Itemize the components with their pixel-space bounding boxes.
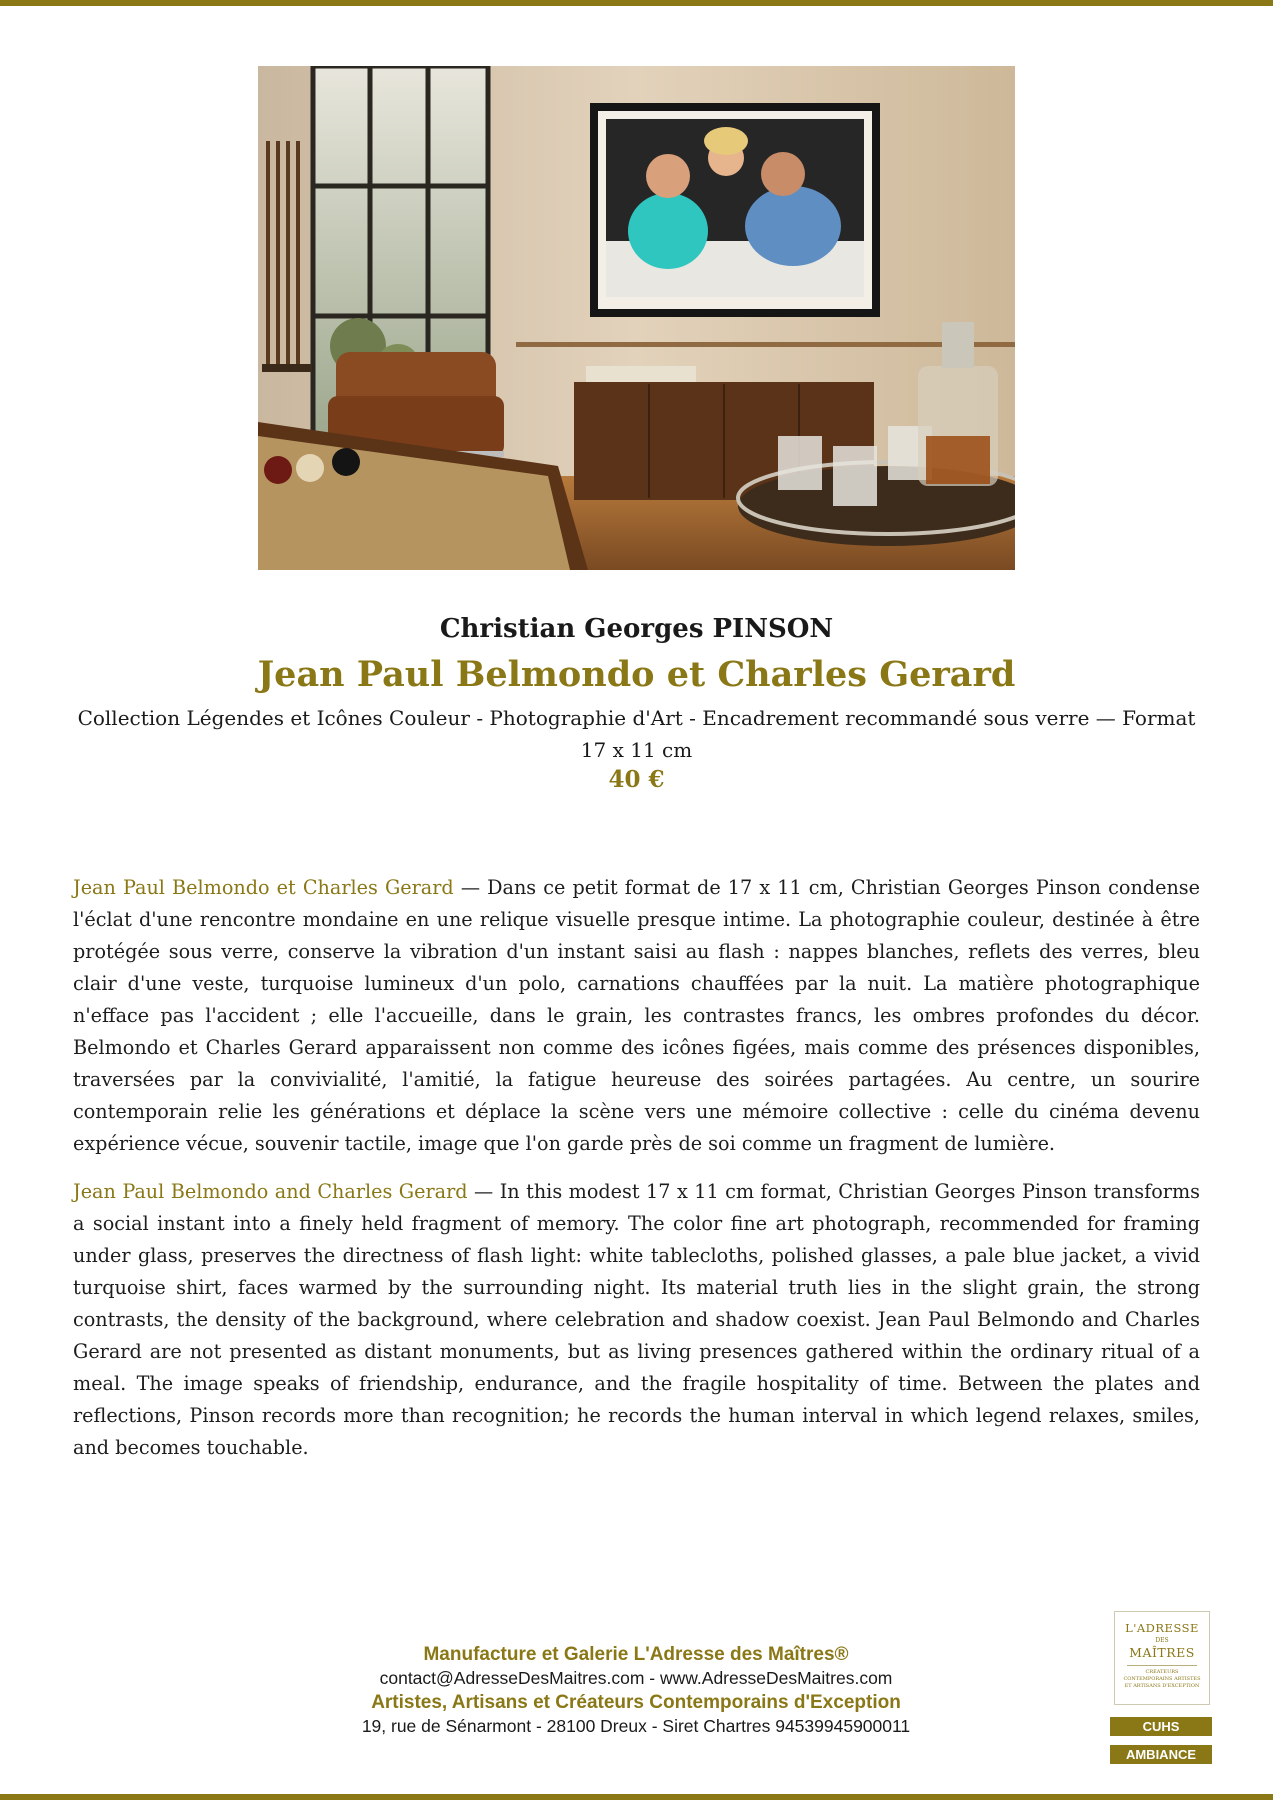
- gallery-logo: [1114, 1611, 1210, 1705]
- logo-rule: [1127, 1665, 1197, 1666]
- logo-tagline: CRÉATEURS CONTEMPORAINS ARTISTES ET ARTISANS D'EXCEPTION: [1123, 1669, 1201, 1689]
- artwork-title: Jean Paul Belmondo et Charles Gerard: [257, 654, 1016, 695]
- footer: [236, 1642, 1036, 1738]
- logo-line2: DES: [1155, 1637, 1169, 1644]
- footer-gallery-name: Manufacture et Galerie L'Adresse des Maîtres®: [423, 1644, 849, 1665]
- description-fr-lead: Jean Paul Belmondo et Charles Gerard: [73, 876, 454, 899]
- description-en: [73, 1176, 1200, 1464]
- footer-address: 19, rue de Sénarmont - 28100 Dreux - Siret Chartres 94539945900011: [361, 1716, 911, 1736]
- description-en-lead: Jean Paul Belmondo and Charles Gerard: [73, 1180, 468, 1203]
- logo-line3: MAÎTRES: [1129, 1645, 1195, 1660]
- footer-contact: contact@AdresseDesMaitres.com - www.AdresseDesMaitres.com: [379, 1668, 893, 1688]
- tag-cuhs: CUHS: [1110, 1717, 1212, 1736]
- bottom-accent-bar: [0, 1794, 1273, 1800]
- description-en-text: — In this modest 17 x 11 cm format, Christian Georges Pinson transforms a social instant into a finely held fragment of memory. The color fine art photograph, recommended for framing under glass, preserves the directness of flash light: white tablecloths, polished glasses, a pale blue jacket, a vivid turquoise shirt, faces warmed by the surrounding night. Its material truth lies in the slight grain, the strong contrasts, the density of the background, where celebration and shadow coexist. Jean Paul Belmondo and Charles Gerard are not presented as distant monuments, but as living presences gathered within the ordinary ritual of a meal. The image speaks of friendship, endurance, and the fragile hospitality of time. Between the plates and reflections, Pinson records more than recognition; he records the human interval in which legend relaxes, smiles, and becomes touchable.: [73, 1180, 1200, 1459]
- description: [73, 872, 1200, 1480]
- artwork-price: 40 €: [608, 766, 665, 793]
- description-fr: [73, 872, 1200, 1160]
- top-accent-bar: [0, 0, 1273, 6]
- description-fr-text: — Dans ce petit format de 17 x 11 cm, Christian Georges Pinson condense l'éclat d'une rencontre mondaine en une relique visuelle presque intime. La photographie couleur, destinée à être protégée sous verre, conserve la vibration d'un instant saisi au flash : nappes blanches, reflets des verres, bleu clair d'une veste, turquoise lumineux d'un polo, carnations chauffées par la nuit. La matière photographique n'efface pas l'accident ; elle l'accueille, dans le grain, les contrastes francs, les ombres profondes du décor. Belmondo et Charles Gerard apparaissent non comme des icônes figées, mais comme des présences disponibles, traversées par la convivialité, l'amitié, la fatigue heureuse des soirées partagées. Au centre, un sourire contemporain relie les générations et déplace la scène vers une mémoire collective : celle du cinéma devenu expérience vécue, souvenir tactile, image que l'on garde près de soi comme un fragment de lumière.: [73, 876, 1200, 1155]
- footer-tagline: Artistes, Artisans et Créateurs Contemporains d'Exception: [371, 1692, 901, 1713]
- artist-name: Christian Georges PINSON: [439, 614, 834, 644]
- tag-ambiance: AMBIANCE: [1110, 1745, 1212, 1764]
- interior-photo: [258, 66, 1015, 570]
- artwork-subtitle: Collection Légendes et Icônes Couleur - Photographie d'Art - Encadrement recommandé sous verre — Format 17 x 11 cm: [77, 706, 1196, 762]
- logo-line1: L'ADRESSE: [1125, 1621, 1199, 1635]
